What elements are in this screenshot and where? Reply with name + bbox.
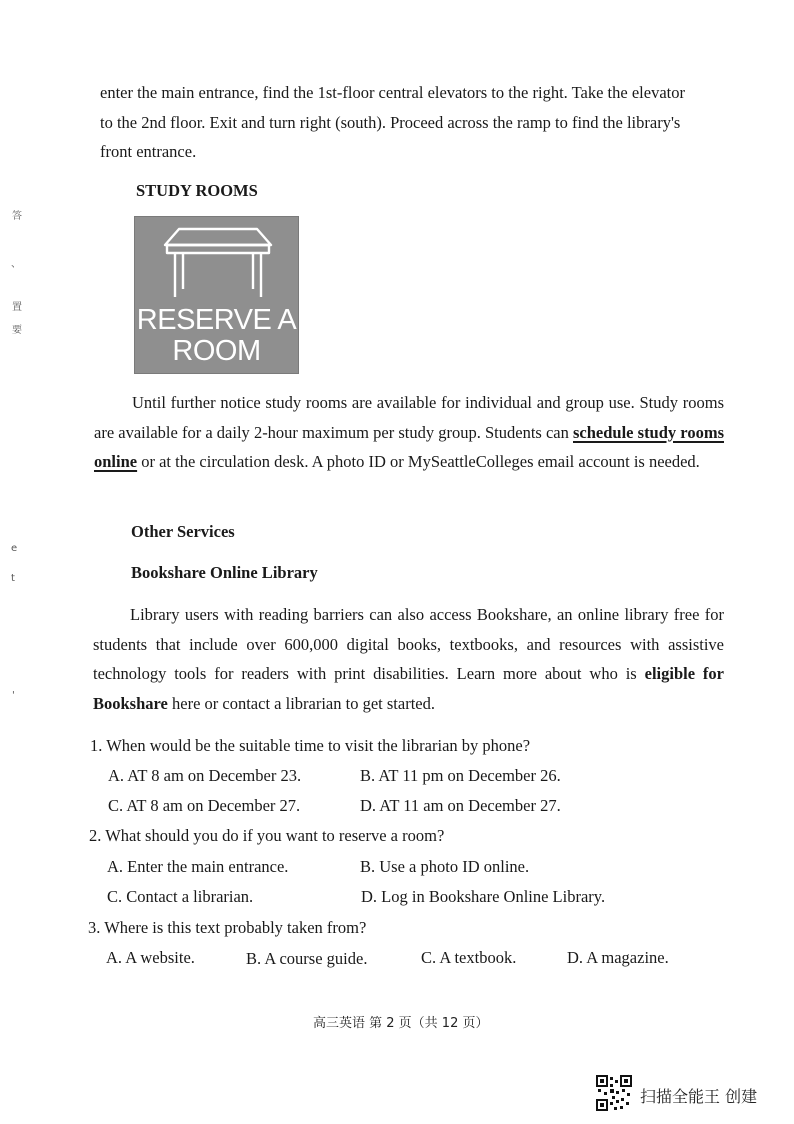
study-rooms-heading: STUDY ROOMS [136,181,258,200]
margin-mark: 、 [11,259,21,270]
question-option: A. Enter the main entrance. [107,857,289,876]
question-option: A. AT 8 am on December 23. [108,766,302,785]
margin-mark: 答 [12,211,22,222]
margin-mark: 置 [12,302,22,313]
other-services-heading: Other Services [131,522,235,541]
reserve-room-image [134,216,299,374]
bookshare-heading: Bookshare Online Library [131,563,318,582]
page-footer: 高三英语 第 2 页（共 12 页） [313,1016,489,1031]
scanner-watermark-label: 扫描全能王 创建 [640,1087,758,1106]
bookshare-text: here or contact a librarian to get started. [167,693,435,713]
bookshare-paragraph [93,600,724,718]
reserve-image-text: RESERVE A [136,304,297,336]
intro-line: front entrance. [100,142,197,161]
bookshare-text: Library users with reading barriers can also access Bookshare, an online library free for students that include over 600,000 digital books, textbooks, and resources with assistive technology tools for readers with print disabilities. Learn more about who is [93,605,724,683]
study-rooms-text: Until further notice study rooms are available for individual and group use. Study rooms are available for a daily 2-hour maximum per study group. Students can [94,393,724,442]
question-option: B. A course guide. [246,949,368,968]
table-icon [135,217,300,307]
eligible-bookshare-link[interactable]: eligible for Bookshare [93,664,725,713]
question-option: C. Contact a librarian. [107,887,254,906]
question-option: C. AT 8 am on December 27. [108,796,301,815]
question-stem: 2. What should you do if you want to reserve a room? [89,826,445,845]
intro-line: to the 2nd floor. Exit and turn right (south). Proceed across the ramp to find the library's [100,112,681,132]
question-stem: 3. Where is this text probably taken from? [88,918,367,937]
study-rooms-paragraph [94,388,724,477]
study-rooms-text: or at the circulation desk. A photo ID or MySeattleColleges email account is needed. [137,452,700,471]
margin-mark: ' [12,690,15,701]
intro-paragraph [100,78,726,167]
question-stem: 1. When would be the suitable time to visit the librarian by phone? [90,736,531,755]
margin-mark: t [11,573,15,584]
question-option: C. A textbook. [421,948,517,967]
question-option: D. Log in Bookshare Online Library. [361,887,606,906]
margin-mark: e [11,543,18,554]
reserve-image-text: ROOM [172,335,261,367]
intro-line: enter the main entrance, find the 1st-floor central elevators to the right. Take the elevator [100,83,685,102]
question-option: B. AT 11 pm on December 26. [360,766,561,785]
qr-code-icon [596,1075,632,1111]
question-option: B. Use a photo ID online. [360,857,530,876]
schedule-study-rooms-link[interactable]: schedule study rooms online [94,422,724,471]
question-option: D. A magazine. [567,948,669,967]
question-option: D. AT 11 am on December 27. [360,796,561,815]
margin-mark: 要 [12,325,22,336]
question-option: A. A website. [106,948,195,967]
